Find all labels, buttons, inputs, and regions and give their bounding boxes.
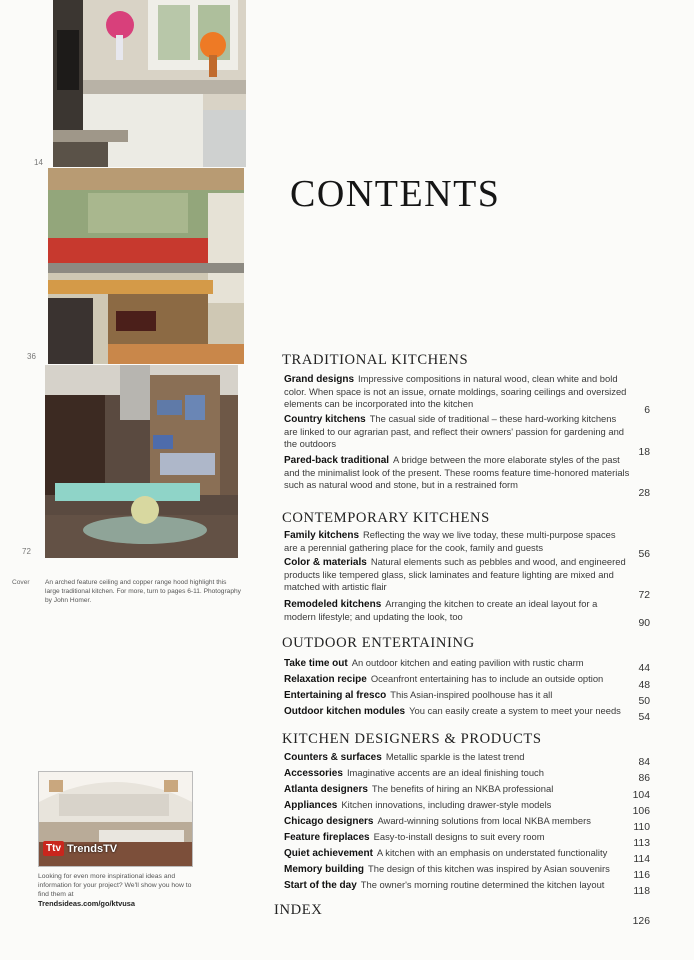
kitchen-photo-country — [48, 168, 244, 364]
index-heading: INDEX — [274, 902, 323, 918]
toc-entry[interactable] — [284, 689, 630, 702]
entry-page-number: 114 — [633, 854, 650, 865]
toc-entry[interactable] — [284, 598, 630, 623]
toc-entry[interactable] — [284, 751, 630, 764]
entry-title: Counters & surfaces — [284, 752, 382, 763]
entry-description: The design of this kitchen was inspired by Asian souvenirs — [368, 863, 610, 874]
kitchen-photo-contemporary — [45, 365, 238, 558]
entry-title: Outdoor kitchen modules — [284, 706, 406, 717]
toc-entry[interactable] — [284, 673, 630, 686]
section-heading: TRADITIONAL KITCHENS — [282, 352, 469, 368]
entry-description: The casual side of traditional – these hard-working kitchens are linked to our agrarian past, and reflect their owners' passion for gardening and the outdoors — [284, 413, 625, 449]
entry-description: You can easily create a system to meet your needs — [409, 705, 621, 716]
cover-caption — [12, 578, 242, 606]
toc-entry[interactable] — [284, 879, 630, 892]
section-heading: KITCHEN DESIGNERS & PRODUCTS — [282, 731, 542, 747]
trends-tv-badge: Ttv — [43, 841, 64, 856]
toc-entry[interactable] — [284, 556, 630, 592]
page-title: CONTENTS — [290, 173, 501, 215]
entry-title: Remodeled kitchens — [284, 599, 382, 610]
entry-page-number: 54 — [638, 712, 650, 723]
toc-entry[interactable] — [284, 529, 630, 554]
toc-entry[interactable] — [284, 705, 630, 718]
entry-page-number: 18 — [638, 447, 650, 458]
entry-page-number: 50 — [638, 696, 650, 707]
entry-page-number: 56 — [638, 549, 650, 560]
index-page-number: 126 — [632, 916, 650, 927]
toc-entry[interactable] — [284, 815, 630, 828]
entry-title: Pared-back traditional — [284, 455, 390, 466]
entry-page-number: 118 — [633, 886, 650, 897]
entry-page-number: 28 — [638, 488, 650, 499]
entry-title: Color & materials — [284, 557, 367, 568]
section-heading: CONTEMPORARY KITCHENS — [282, 510, 490, 526]
entry-page-number: 72 — [638, 590, 650, 601]
toc-entry[interactable] — [284, 413, 630, 449]
entry-title: Start of the day — [284, 880, 357, 891]
entry-page-number: 106 — [632, 806, 650, 817]
entry-title: Take time out — [284, 658, 348, 669]
entry-title: Chicago designers — [284, 816, 374, 827]
photo-page-number: 14 — [34, 158, 43, 167]
cover-caption-text: An arched feature ceiling and copper range hood highlight this large traditional kitchen. For more, turn to pages 6-11. Photography by John Homer. — [45, 579, 241, 605]
toc-entry[interactable] — [284, 454, 630, 490]
entry-page-number: 116 — [633, 870, 650, 881]
entry-description: Imaginative accents are an ideal finishing touch — [346, 767, 544, 778]
entry-page-number: 104 — [632, 790, 650, 801]
entry-description: Impressive compositions in natural wood, clean white and bold color. When space is not an issue, ornate moldings, soaring ceilings and oversized elements can be incorporated into the kitchen — [284, 373, 627, 409]
trends-tv-caption: Looking for even more inspirational ideas and information for your project? We'll show you how to find them at — [38, 873, 192, 898]
entry-page-number: 44 — [638, 663, 650, 674]
trends-tv-name: TrendsTV — [67, 842, 118, 855]
entry-page-number: 86 — [638, 773, 650, 784]
entry-page-number: 110 — [633, 822, 650, 833]
entry-page-number: 84 — [638, 757, 650, 768]
kitchen-photo-grand — [53, 0, 246, 167]
toc-entry[interactable] — [284, 799, 630, 812]
entry-title: Family kitchens — [284, 530, 360, 541]
entry-page-number: 6 — [644, 405, 650, 416]
trends-tv-logo — [43, 841, 117, 856]
entry-description: Natural elements such as pebbles and wood, and engineered products like tempered glass, slick laminates and feature lighting are mixed and matched with artistic flair — [284, 556, 626, 592]
entry-description: The owner's morning routine determined the kitchen layout — [360, 879, 605, 890]
entry-description: Reflecting the way we live today, these multi-purpose spaces are a perennial gathering place for the cook, family and guests — [284, 529, 616, 553]
entry-title: Appliances — [284, 800, 338, 811]
toc-entry[interactable] — [284, 831, 630, 844]
trends-tv-promo-image[interactable] — [38, 771, 193, 867]
entry-description: This Asian-inspired poolhouse has it all — [390, 689, 553, 700]
trends-tv-url[interactable]: Trendsideas.com/go/ktvusa — [38, 899, 135, 908]
entry-description: The benefits of hiring an NKBA professional — [371, 783, 554, 794]
entry-description: Oceanfront entertaining has to include an outside option — [370, 673, 604, 684]
section-heading: OUTDOOR ENTERTAINING — [282, 635, 475, 651]
entry-page-number: 90 — [638, 618, 650, 629]
entry-title: Memory building — [284, 864, 364, 875]
entry-title: Relaxation recipe — [284, 674, 367, 685]
entry-description: A kitchen with an emphasis on understated functionality — [376, 847, 608, 858]
toc-entry[interactable] — [284, 373, 630, 409]
entry-description: Award-winning solutions from local NKBA members — [377, 815, 591, 826]
toc-entry[interactable] — [284, 783, 630, 796]
entry-description: Metallic sparkle is the latest trend — [385, 751, 525, 762]
toc-entry[interactable] — [284, 863, 630, 876]
toc-entry[interactable] — [284, 767, 630, 780]
entry-title: Atlanta designers — [284, 784, 368, 795]
entry-description: Easy-to-install designs to suit every room — [373, 831, 545, 842]
toc-entry[interactable] — [284, 657, 630, 670]
entry-title: Feature fireplaces — [284, 832, 370, 843]
cover-caption-label: Cover — [12, 579, 30, 586]
entry-page-number: 113 — [633, 838, 650, 849]
entry-description: Arranging the kitchen to create an ideal layout for a modern lifestyle; and updating the look, too — [284, 598, 598, 622]
photo-page-number: 36 — [27, 352, 36, 361]
entry-page-number: 48 — [638, 680, 650, 691]
entry-title: Entertaining al fresco — [284, 690, 387, 701]
entry-title: Accessories — [284, 768, 343, 779]
entry-description: A bridge between the more elaborate styles of the past and the minimalist look of the present. These rooms feature time-honored materials such as natural wood and stone, but in a restrained form — [284, 454, 630, 490]
entry-description: An outdoor kitchen and eating pavilion with rustic charm — [351, 657, 584, 668]
photo-page-number: 72 — [22, 547, 31, 556]
entry-title: Country kitchens — [284, 414, 366, 425]
entry-title: Grand designs — [284, 374, 355, 385]
toc-entry[interactable] — [284, 847, 630, 860]
entry-description: Kitchen innovations, including drawer-style models — [341, 799, 552, 810]
entry-title: Quiet achievement — [284, 848, 373, 859]
